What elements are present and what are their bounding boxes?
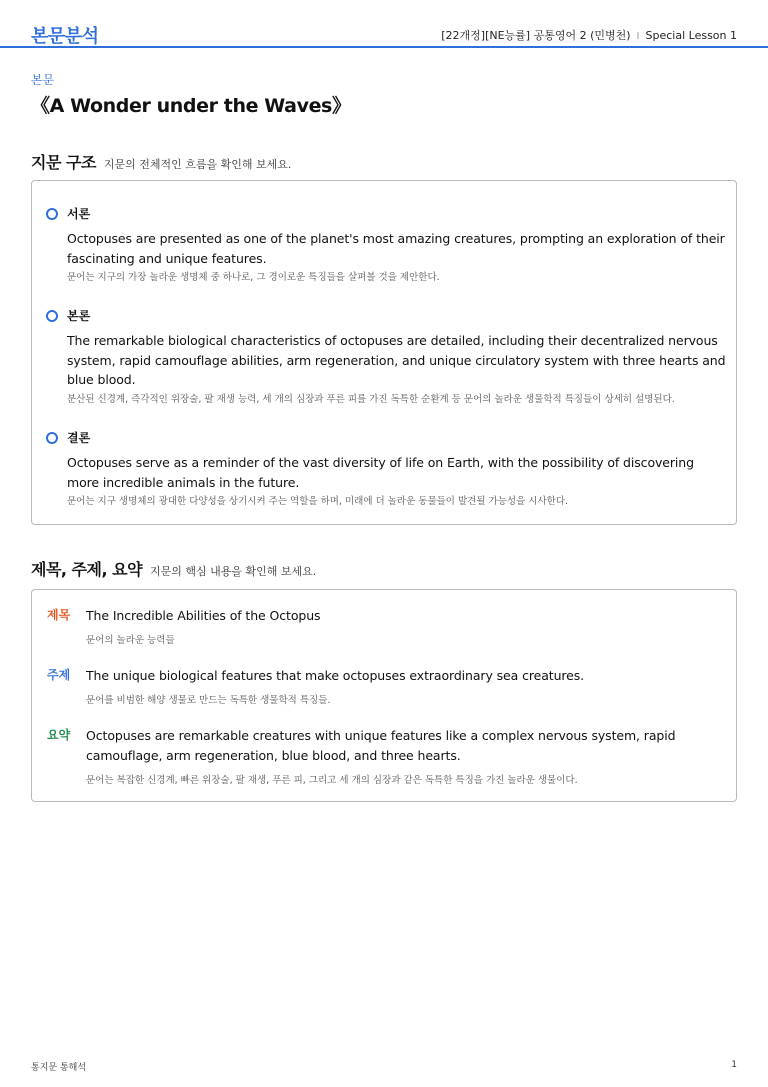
circle-bullet-icon [46,310,58,322]
circle-bullet-icon [46,208,58,220]
summary-box [31,589,737,802]
passage-title: 《A Wonder under the Waves》 [31,95,351,117]
row-korean: 문어를 비범한 해양 생물로 만드는 독특한 생물학적 특징들. [86,695,331,706]
row-label: 제목 [47,608,71,622]
row-english: The Incredible Abilities of the Octopus [86,608,321,623]
structure-box [31,180,737,525]
part-title: 결론 [67,431,91,445]
part-english: The remarkable biological characteristics of octopuses are detailed, including their decentralized nervous system, rapid camouflage abilities, arm regeneration, and unique circulatory system with three hearts and blue blood. [67,333,726,387]
row-korean: 문어는 복잡한 신경계, 빠른 위장술, 팔 재생, 푸른 피, 그리고 세 개의 심장과 같은 독특한 특징을 가진 놀라운 생물이다. [86,775,578,786]
passage-tag: 본문 [31,73,55,87]
brand-title: 본문분석 [31,26,99,47]
part-title: 본론 [67,309,91,323]
summary-subtitle: 지문의 핵심 내용을 확인해 보세요. [150,565,317,578]
page-header [0,0,768,48]
header-info [441,27,737,43]
row-korean: 문어의 놀라운 능력들 [86,635,175,646]
circle-bullet-icon [46,432,58,444]
structure-title: 지문 구조 [31,153,96,172]
row-english: The unique biological features that make octopuses extraordinary sea creatures. [86,668,585,683]
part-title: 서론 [67,207,91,221]
structure-subtitle: 지문의 전체적인 흐름을 확인해 보세요. [103,158,292,171]
part-korean: 문어는 지구의 가장 놀라운 생명체 중 하나로, 그 경이로운 특징들을 살펴볼 것을 제안한다. [67,272,440,283]
part-korean: 문어는 지구 생명체의 광대한 다양성을 상기시켜 주는 역할을 하며, 미래에 더 놀라운 동물들이 발견될 가능성을 시사한다. [67,496,569,507]
course-name: [22개정][NE능률] 공통영어 2 (민병천) [441,29,631,42]
page-number: 1 [731,1060,737,1070]
summary-title: 제목, 주제, 요약 [31,560,143,579]
header-separator: I [636,31,640,42]
structure-heading [31,150,291,173]
summary-heading [31,557,316,580]
part-english: Octopuses are presented as one of the planet's most amazing creatures, prompting an exploration of their fascinating and unique features. [67,231,725,266]
part-korean: 분산된 신경계, 즉각적인 위장술, 팔 재생 능력, 세 개의 심장과 푸른 피를 가진 독특한 순환계 등 문어의 놀라운 생물학적 특징들이 상세히 설명된다. [67,394,675,405]
row-label: 주제 [47,668,71,682]
row-label: 요약 [47,728,71,742]
footer-label: 통지문 통해석 [31,1063,87,1073]
lesson-name: Special Lesson 1 [645,29,737,42]
row-english: Octopuses are remarkable creatures with unique features like a complex nervous system, rapid camouflage, arm regeneration, blue blood, and three hearts. [86,728,676,763]
part-english: Octopuses serve as a reminder of the vast diversity of life on Earth, with the possibility of discovering more incredible animals in the future. [67,455,694,490]
